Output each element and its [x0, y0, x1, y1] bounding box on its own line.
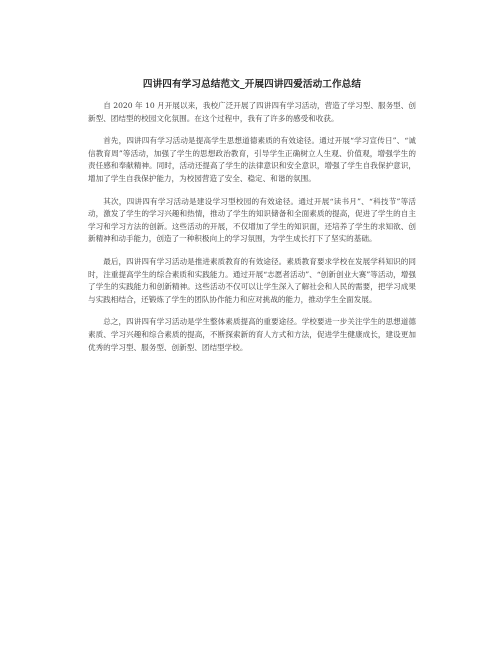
paragraph-conclusion: 总之，四讲四有学习活动是学生整体素质提高的重要途径。学校要进一步关注学生的思想道德素质、学习兴趣和综合素质的提高，不断探索新的育人方式和方法，促进学生健康成长，建设更加优秀的学习型、服务型、创新型、团结型学校。 [88, 317, 416, 352]
paragraph-intro: 自 2020 年 10 月开展以来，我校广泛开展了四讲四有学习活动，营造了学习型、服务型、创新型、团结型的校园文化氛围。在这个过程中，我有了许多的感受和收获。 [88, 101, 416, 123]
paragraph-first: 首先，四讲四有学习活动是提高学生思想道德素质的有效途径。通过开展“学习宣传日”、“诚信教育周”等活动，加强了学生的思想政治教育，引导学生正确树立人生观、价值观，增强学生的责任感和奉献精神。同时，活动还提高了学生的法律意识和安全意识，增强了学生自我保护意识，增加了学生自我保护能力，为校园营造了安全、稳定、和谐的氛围。 [88, 136, 416, 183]
paragraph-second: 其次，四讲四有学习活动是建设学习型校园的有效途径。通过开展“读书月”、“科技节”等活动，激发了学生的学习兴趣和热情，推动了学生的知识储备和全面素质的提高，促进了学生的自主学习和学习方法的创新。这些活动的开展，不仅增加了学生的知识面，还培养了学生的求知欲、创新精神和动手能力，创造了一种积极向上的学习氛围，为学生成长打下了坚实的基础。 [88, 196, 416, 244]
paragraph-last: 最后，四讲四有学习活动是推进素质教育的有效途径。素质教育要求学校在发展学科知识的同时，注重提高学生的综合素质和实践能力。通过开展“志愿者活动”、“创新创业大赛”等活动，增强了学生的实践能力和创新精神。这些活动不仅可以让学生深入了解社会和人民的需要，把学习成果与实践相结合，还锻炼了学生的团队协作能力和应对挑战的能力，推动学生全面发展。 [88, 256, 416, 304]
document-page [88, 78, 416, 364]
document-title: 四讲四有学习总结范文_开展四讲四爱活动工作总结 [142, 79, 362, 90]
